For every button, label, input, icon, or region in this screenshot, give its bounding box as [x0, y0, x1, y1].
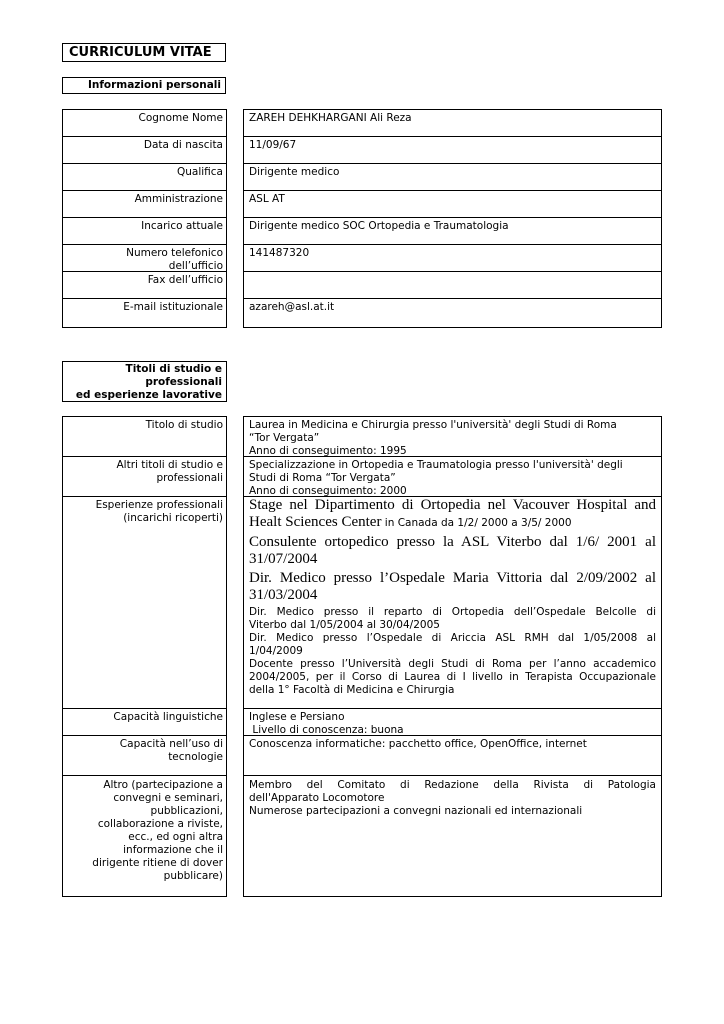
text-line: Membro del Comitato di Redazione della Rivista di Patologia [249, 779, 656, 791]
experience-line [249, 514, 656, 532]
label-line: Capacità nell’uso di [119, 738, 223, 750]
section-heading-line: professionali [145, 376, 222, 388]
text-line: Laurea in Medicina e Chirurgia presso l'università' degli Studi di Roma [249, 419, 617, 431]
experience-line: Stage nel Dipartimento di Ortopedia nel Vacouver Hospital and [249, 497, 656, 513]
label-tecnologie [62, 736, 227, 764]
label-line: ecc., ed ogni altra [128, 831, 223, 843]
label-data-nascita: Data di nascita [143, 139, 223, 151]
label-cognome-nome: Cognome Nome [138, 112, 223, 124]
value-email: azareh@asl.at.it [249, 301, 335, 313]
experience-text: in Canada da 1/2/ 2000 a 3/5/ 2000 [381, 517, 572, 529]
value-esperienze [243, 497, 662, 697]
label-fax: Fax dell’ufficio [147, 274, 223, 286]
text-line: Anno di conseguimento: 2000 [249, 485, 407, 497]
label-titolo-studio: Titolo di studio [145, 419, 223, 431]
value-altro [243, 777, 662, 818]
text-line: Studi di Roma “Tor Vergata” [249, 472, 396, 484]
experience-line: 31/07/2004 [249, 551, 318, 567]
section-heading-line: ed esperienze lavorative [75, 389, 222, 401]
text-line: Numerose partecipazioni a convegni nazionali ed internazionali [249, 805, 583, 817]
label-email: E-mail istituzionale [123, 301, 223, 313]
divider [62, 775, 227, 776]
label-line: pubblicazioni, [150, 805, 223, 817]
label-line: tecnologie [168, 751, 223, 763]
value-data-nascita: 11/09/67 [249, 139, 297, 151]
experience-line: Docente presso l’Università degli Studi di Roma per l’anno accademico [249, 658, 656, 670]
label-altro [62, 777, 227, 883]
text-line: dell'Apparato Locomotore [249, 792, 385, 804]
label-incarico-attuale: Incarico attuale [141, 220, 223, 232]
text-line: Specializzazione in Ortopedia e Traumatologia presso l'università' degli [249, 459, 623, 471]
label-line: convegni e seminari, [113, 792, 223, 804]
document-title: CURRICULUM VITAE [62, 43, 226, 62]
experience-line: Viterbo dal 1/05/2004 al 30/04/2005 [249, 619, 440, 631]
experience-line: Dir. Medico presso l’Ospedale di Ariccia ASL RMH dal 1/05/2008 al [249, 632, 656, 644]
label-line: Esperienze professionali [95, 499, 223, 511]
label-line: dirigente ritiene di dover [92, 857, 223, 869]
value-tecnologie: Conoscenza informatiche: pacchetto office, OpenOffice, internet [249, 738, 587, 750]
label-line: collaborazione a riviste, [97, 818, 223, 830]
experience-line: 2004/2005, per il Corso di Laurea di I livello in Terapista Occupazionale [249, 671, 656, 683]
text-line: Inglese e Persiano [249, 711, 345, 723]
section-heading-personal: Informazioni personali [62, 77, 226, 94]
label-numero-telefonico: Numero telefonico dell’ufficio [126, 247, 223, 272]
experience-text: Healt Sciences Center [249, 514, 382, 530]
value-incarico-attuale: Dirigente medico SOC Ortopedia e Traumatologia [249, 220, 509, 232]
experience-line: Dir. Medico presso l’Ospedale Maria Vittoria dal 2/09/2002 al [249, 570, 656, 586]
label-line: informazione che il [123, 844, 223, 856]
section-heading-line: Titoli di studio e [125, 363, 222, 375]
experience-line: Dir. Medico presso il reparto di Ortopedia dell’Ospedale Belcolle di [249, 606, 656, 618]
text-line: “Tor Vergata” [249, 432, 320, 444]
label-line: (incarichi ricoperti) [123, 512, 223, 524]
label-line: Altro (partecipazione a [103, 779, 223, 791]
label-esperienze [62, 497, 227, 525]
text-line: Livello di conoscenza: buona [249, 724, 404, 736]
value-amministrazione: ASL AT [249, 193, 285, 205]
experience-line: della 1° Facoltà di Medicina e Chirurgia [249, 684, 455, 696]
value-numero-telefonico: 141487320 [249, 247, 310, 259]
label-altri-titoli [62, 457, 227, 485]
text-line: Anno di conseguimento: 1995 [249, 445, 407, 457]
value-lingue [243, 709, 662, 737]
value-fax [243, 272, 662, 274]
experience-line: Consulente ortopedico presso la ASL Viterbo dal 1/6/ 2001 al [249, 534, 656, 550]
value-altri-titoli [243, 457, 662, 498]
section-heading-titoli [62, 361, 227, 402]
value-titolo-studio [243, 417, 662, 458]
divider [243, 775, 662, 776]
label-qualifica: Qualifica [176, 166, 223, 178]
label-line: pubblicare) [163, 870, 223, 882]
label-line: professionali [156, 472, 223, 484]
experience-line: 1/04/2009 [249, 645, 303, 657]
experience-line: 31/03/2004 [249, 587, 318, 603]
label-amministrazione: Amministrazione [134, 193, 223, 205]
value-qualifica: Dirigente medico [249, 166, 340, 178]
value-cognome-nome: ZAREH DEHKHARGANI Ali Reza [249, 112, 412, 124]
label-line: Altri titoli di studio e [116, 459, 223, 471]
label-lingue: Capacità linguistiche [113, 711, 223, 723]
